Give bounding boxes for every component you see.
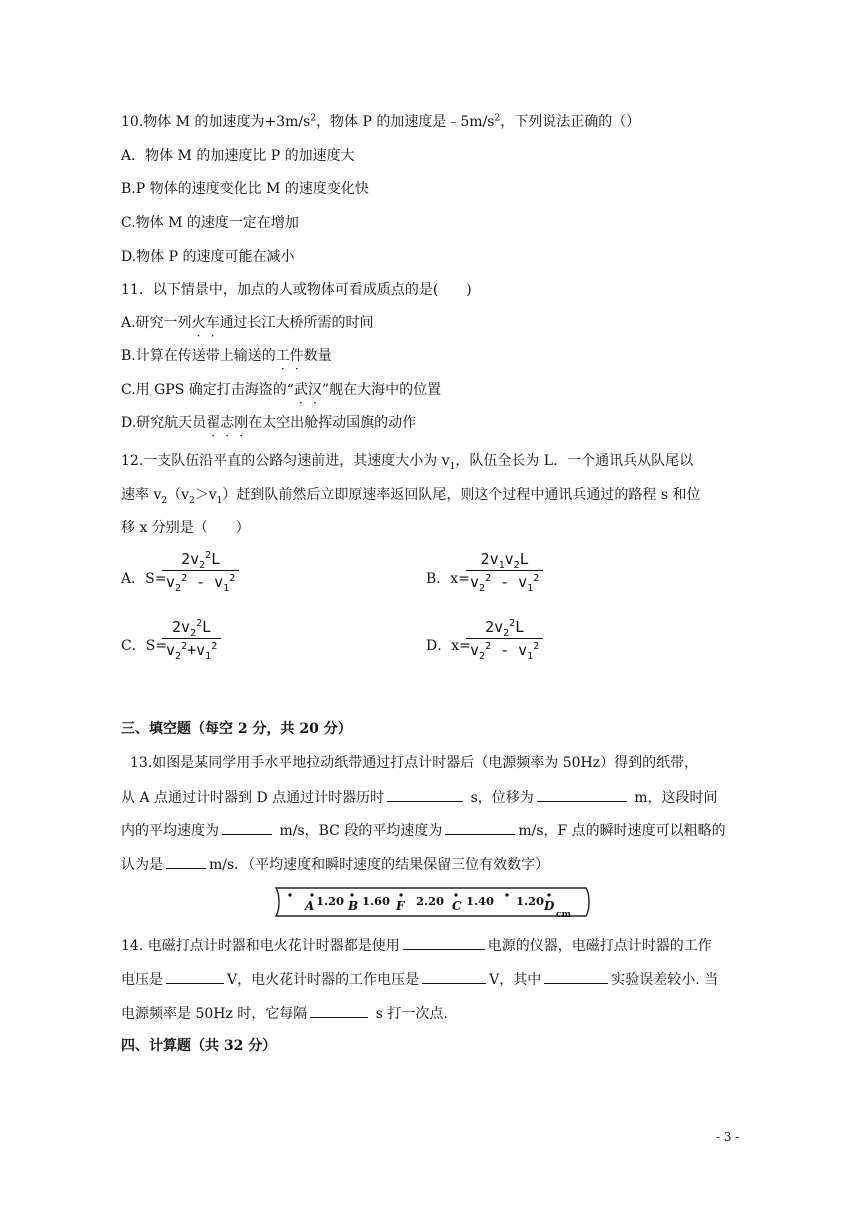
q12-line-2: 速率 $v_2(v_2>v_1)$赶到队前然后立即原速率返回队尾，则这个过程中通讯兵通过的路程 s 和位: [121, 487, 701, 506]
answer-blank: [537, 787, 627, 802]
q12-option-b-label: B．x=: [426, 571, 470, 587]
q12-option-c-label: C．S=: [121, 638, 168, 654]
tape-distance: 1.40: [466, 894, 495, 908]
answer-blank: [544, 969, 608, 984]
q10-option-c: C.物体 M 的速度一定在增加: [121, 215, 299, 231]
q11-option-b: B.计算在传送带上输送的工件数量: [121, 348, 332, 364]
q12-option-d-label: D．x=: [426, 638, 471, 654]
q14-line-1: 14. 电磁打点计时器和电火花计时器都是使用 电源的仪器，电磁打点计时器的工作: [121, 935, 712, 956]
answer-blank: [403, 935, 485, 950]
q13-line-3: 内的平均速度为 m/s，BC 段的平均速度为 m/s，F 点的瞬时速度可以粗略的: [121, 820, 726, 841]
tape-point-label: B: [348, 899, 359, 913]
answer-blank: [310, 1003, 368, 1018]
answer-blank: [166, 854, 206, 869]
tape-point-label: C: [452, 899, 462, 913]
q12-option-c-formula: $\frac{2v_2^2L}{v_2^2+v_1^2}$: [162, 618, 221, 659]
q12-option-d-formula: $\frac{2v_2^2L}{v_2^2 - v_1^2}$: [466, 618, 543, 659]
tape-distance: 1.60: [362, 894, 391, 908]
section-3-title: 三、填空题（每空 2 分，共 20 分）: [121, 721, 352, 737]
tape-point-label: F: [396, 899, 405, 913]
q11-option-d: D.研究航天员翟志刚在太空出舱挥动国旗的动作: [121, 415, 417, 431]
answer-blank: [422, 969, 486, 984]
tape-unit: cm: [556, 910, 572, 920]
tape-dot: [310, 893, 313, 896]
q12-option-a-formula: $\frac{2v_2^2L}{v_2^2 - v_1^2}$: [162, 550, 239, 591]
q11-option-a: A.研究一列火车通过长江大桥所需的时间: [121, 315, 374, 331]
tape-distance: 2.20: [416, 894, 445, 908]
q12-line-3: 移 x 分别是（ ）: [121, 520, 250, 536]
q10-option-b: B.P 物体的速度变化比 M 的速度变化快: [121, 181, 369, 197]
tape-dot: [505, 893, 508, 896]
q13-line-1: 13.如图是某同学用手水平地拉动纸带通过打点计时器后（电源频率为 50Hz）得到的纸带，: [130, 755, 699, 771]
paper-tape-figure: [270, 884, 592, 920]
tape-dot: [547, 893, 550, 896]
q13-line-4: 认为是 m/s．（平均速度和瞬时速度的结果保留三位有效数字）: [121, 854, 549, 875]
answer-blank: [445, 820, 515, 835]
q13-line-2: 从 A 点通过计时器到 D 点通过计时器历时 s，位移为 m，这段时间: [121, 787, 718, 808]
q11-option-c: C.用 GPS 确定打击海盗的“武汉”舰在大海中的位置: [121, 382, 442, 398]
q14-line-3: 电源频率是 50Hz 时，它每隔 s 打一次点.: [121, 1003, 448, 1024]
answer-blank: [166, 969, 224, 984]
answer-blank: [387, 787, 463, 802]
question-11-stem: 11．以下情景中，加点的人或物体可看成质点的是( ): [121, 282, 472, 298]
tape-distance: 1.20: [316, 894, 345, 908]
q10-option-a: A．物体 M 的加速度比 P 的加速度大: [121, 148, 355, 164]
tape-distance: 1.20: [516, 894, 545, 908]
section-4-title: 四、计算题（共 32 分）: [121, 1038, 277, 1054]
tape-dot: [350, 893, 353, 896]
tape-point-label: D: [544, 899, 555, 913]
tape-dot: [288, 893, 291, 896]
answer-blank: [222, 820, 272, 835]
tape-point-label: A: [305, 899, 315, 913]
tape-dot: [399, 893, 402, 896]
page-number: - 3 -: [716, 1130, 740, 1144]
question-10-stem: 10.物体 M 的加速度为$+3m/s^2$，物体 P 的加速度是$﹣5m/s^2$，下列说法正确的（）: [121, 113, 641, 130]
tape-dot: [454, 893, 457, 896]
q10-option-d: D.物体 P 的速度可能在减小: [121, 249, 295, 265]
q12-option-b-formula: $\frac{2v_1v_2L}{v_2^2 - v_1^2}$: [466, 550, 543, 591]
q12-option-a-label: A．S=: [121, 571, 167, 587]
q14-line-2: 电压是 V，电火花计时器的工作电压是 V，其中 实验误差较小. 当: [121, 969, 718, 990]
q12-line-1: 12.一支队伍沿平直的公路匀速前进，其速度大小为 $v_1$，队伍全长为 L．一个通讯兵从队尾以: [121, 453, 694, 472]
